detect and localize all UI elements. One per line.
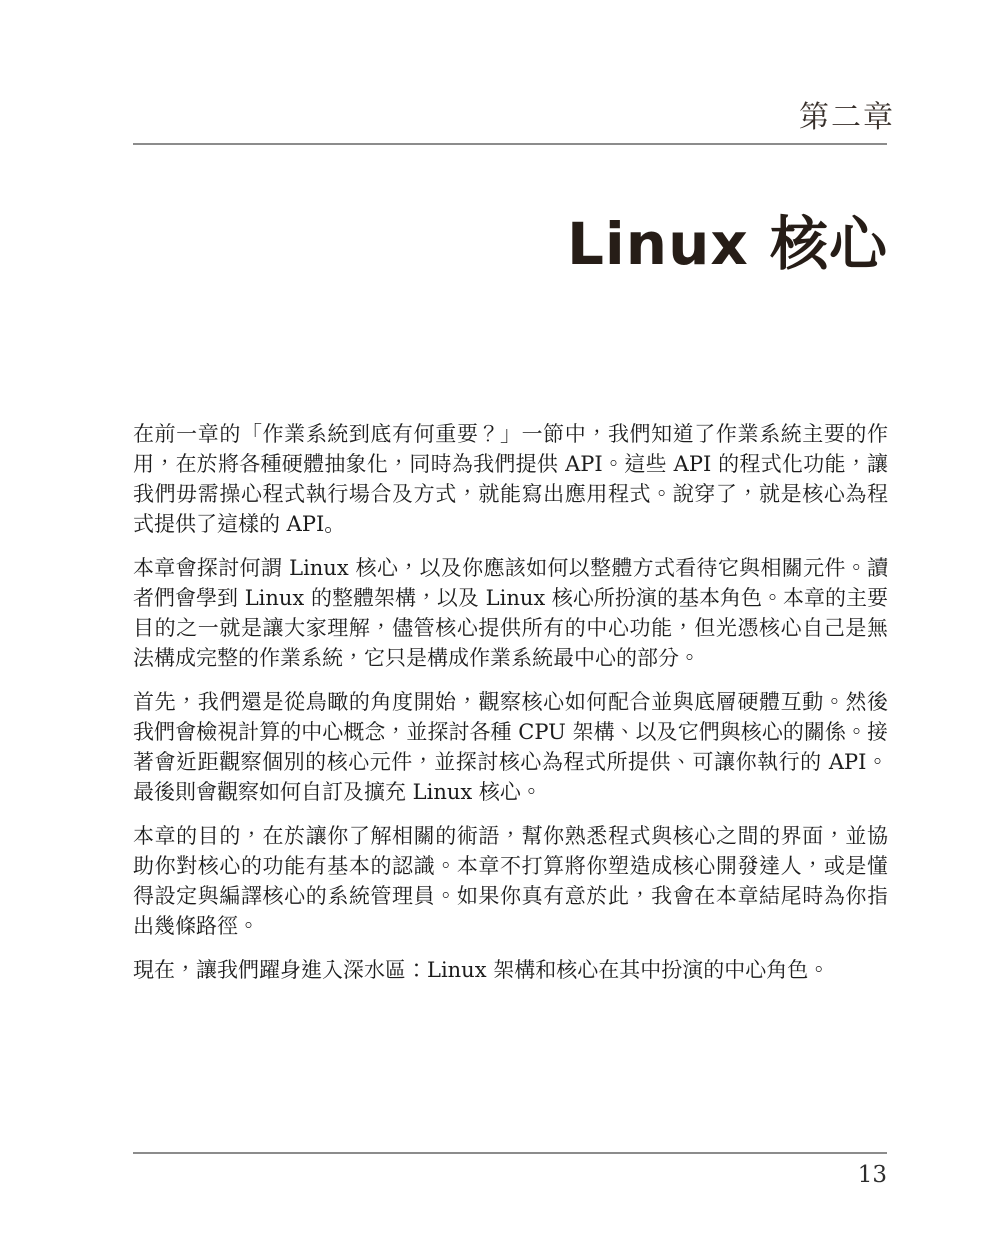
chapter-label: 第二章 <box>799 100 895 135</box>
paragraph-2: 本章會探討何謂 Linux 核心，以及你應該如何以整體方式看待它與相關元件。讀者們會學到 Linux 的整體架構，以及 Linux 核心所扮演的基本角色。本章的主要目的之一就是讓大家理解，儘管核心提供所有的中心功能，但光憑核心自己是無法構成完整的作業系統，它只是構成作業系統最中心的部分。 <box>133 556 888 670</box>
header-rule <box>133 143 887 145</box>
paragraph-4: 本章的目的，在於讓你了解相關的術語，幫你熟悉程式與核心之間的界面，並協助你對核心的功能有基本的認識。本章不打算將你塑造成核心開發達人，或是懂得設定與編譯核心的系統管理員。如果你真有意於此，我會在本章結尾時為你指出幾條路徑。 <box>133 824 888 938</box>
footer-rule <box>133 1152 887 1154</box>
page-title: Linux 核心 <box>566 209 888 278</box>
page-number: 13 <box>857 1162 887 1188</box>
body-text <box>133 419 888 999</box>
paragraph-5: 現在，讓我們躍身進入深水區：Linux 架構和核心在其中扮演的中心角色。 <box>133 958 830 982</box>
paragraph-1: 在前一章的「作業系統到底有何重要？」一節中，我們知道了作業系統主要的作用，在於將各種硬體抽象化，同時為我們提供 API。這些 API 的程式化功能，讓我們毋需操心程式執行場合及方式，就能寫出應用程式。說穿了，就是核心為程式提供了這樣的 API。 <box>133 422 888 536</box>
paragraph-3: 首先，我們還是從鳥瞰的角度開始，觀察核心如何配合並與底層硬體互動。然後我們會檢視計算的中心概念，並探討各種 CPU 架構、以及它們與核心的關係。接著會近距觀察個別的核心元件，並探討核心為程式所提供、可讓你執行的 API。最後則會觀察如何自訂及擴充 Linux 核心。 <box>133 690 888 804</box>
